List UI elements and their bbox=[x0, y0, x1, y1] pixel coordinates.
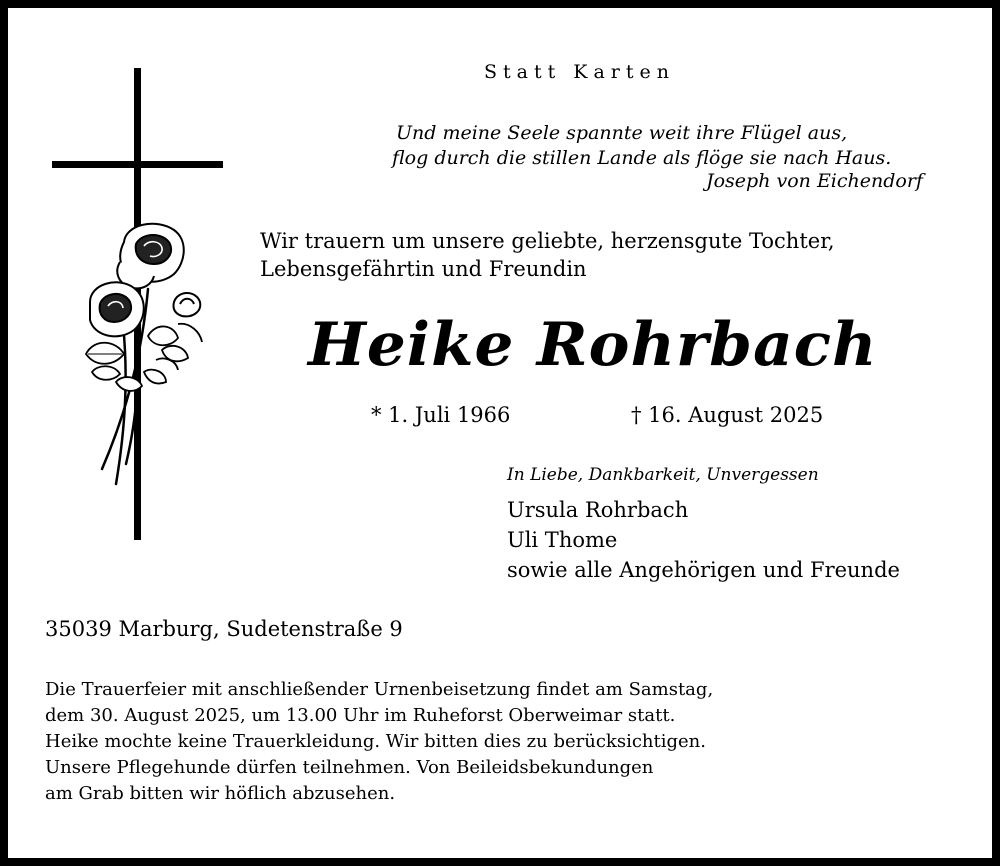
mourner-name: Uli Thome bbox=[507, 528, 618, 552]
mourner-name: sowie alle Angehörigen und Freunde bbox=[507, 558, 900, 582]
notice-line: am Grab bitten wir höflich abzusehen. bbox=[45, 783, 396, 804]
header-text: Statt Karten bbox=[484, 61, 676, 83]
notice-line: Die Trauerfeier mit anschließender Urnenbeisetzung findet am Samstag, bbox=[45, 679, 714, 700]
intro-line: Wir trauern um unsere geliebte, herzensgute Tochter, bbox=[260, 229, 835, 253]
quote-line: Und meine Seele spannte weit ihre Flügel aus, bbox=[396, 122, 848, 144]
quote-line: flog durch die stillen Lande als flöge sie nach Haus. bbox=[392, 147, 892, 169]
quote-author: Joseph von Eichendorf bbox=[706, 170, 923, 192]
signoff-text: In Liebe, Dankbarkeit, Unvergessen bbox=[507, 465, 819, 485]
intro-line: Lebensgefährtin und Freundin bbox=[260, 257, 587, 281]
deceased-name: Heike Rohrbach bbox=[308, 310, 878, 380]
mourner-name: Ursula Rohrbach bbox=[507, 498, 689, 522]
roses-illustration bbox=[78, 214, 208, 489]
notice-line: dem 30. August 2025, um 13.00 Uhr im Ruheforst Oberweimar statt. bbox=[45, 705, 676, 726]
address-text: 35039 Marburg, Sudetenstraße 9 bbox=[45, 617, 403, 641]
notice-line: Unsere Pflegehunde dürfen teilnehmen. Von Beileidsbekundungen bbox=[45, 757, 654, 778]
notice-line: Heike mochte keine Trauerkleidung. Wir bitten dies zu berücksichtigen. bbox=[45, 731, 706, 752]
birth-date: * 1. Juli 1966 bbox=[371, 403, 511, 427]
cross-bar bbox=[52, 161, 223, 168]
death-date: † 16. August 2025 bbox=[631, 403, 824, 427]
